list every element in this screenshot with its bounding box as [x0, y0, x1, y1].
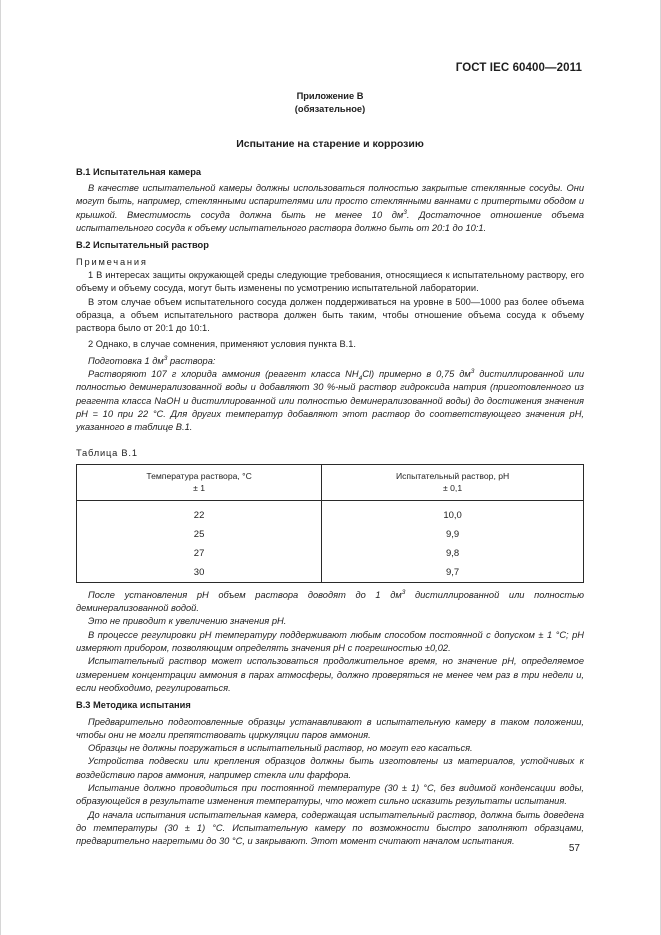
- table-cell-temp: 30: [77, 563, 322, 583]
- notes-label: Примечания: [76, 256, 148, 267]
- section-b3-heading: В.3 Методика испытания: [76, 700, 191, 711]
- after-table-p1: После установления pH объем раствора доводят до 1 $дм^3$ дистиллированной или полностью деминерализованной водой.: [76, 588, 585, 614]
- table-cell-ph: 9,7: [322, 563, 584, 583]
- table-cell-ph: 9,8: [322, 544, 584, 563]
- table-cell-temp: 25: [77, 525, 322, 544]
- table-row: [77, 563, 584, 583]
- annex-name: Приложение В: [296, 91, 364, 101]
- table-row: [77, 544, 584, 563]
- note-2: 2 Однако, в случае сомнения, применяют условия пункта В.1.: [88, 339, 356, 350]
- after-table-p2: Это не приводит к увеличению значения pH.: [88, 616, 287, 627]
- section-b3-p2: Образцы не должны погружаться в испытательный раствор, но могут его касаться.: [88, 743, 473, 754]
- standard-code: ГОСТ IEC 60400—2011: [455, 62, 582, 74]
- table-row: [77, 500, 584, 525]
- after-table-p4: Испытательный раствор может использоваться продолжительное время, но значение pH, определяемое измерением концентрации аммония в парах атмосферы, должно проверяться не менее чем раз в три недели и, если необходимо, регулироваться.: [76, 656, 584, 693]
- table-cell-temp: 22: [77, 500, 322, 525]
- section-b1-heading: В.1 Испытательная камера: [76, 166, 202, 177]
- table-label: Таблица В.1: [76, 447, 138, 458]
- section-b3-p1: Предварительно подготовленные образцы устанавливают в испытательную камеру в таком положении, чтобы они не могли препятствовать циркуляции паров аммония.: [76, 716, 584, 740]
- table-cell-ph: 9,9: [322, 525, 584, 544]
- preparation-text: Растворяют 107 г хлорида аммония (реагент класса $NH_4Cl$) примерно в 0,75 $дм^3$ дистиллированной или полностью деминерализованной воды и добавляют 30 %-ный раствор гидроксида натрия (приготовленного из реагента класса NaOH и дистиллированной или полностью деминерализованной воды) до достижения значения pH = 10 при 22 °С. Для других температур добавляют этот раствор до соответствующего значения pH, указанного в таблице В.1.: [76, 367, 585, 433]
- page-content: [76, 90, 584, 848]
- table-header-temperature: Температура раствора, °С ± 1: [77, 464, 322, 500]
- section-b1-text: В качестве испытательной камеры должны использоваться полностью закрытые стеклянные сосуды. Они могут быть, например, стеклянными испарителями или просто стеклянными ваннами с притертыми ободом и крышкой. Вместимость сосуда должна быть не менее 10 $дм^3$. Достаточное отношение объема испытательного сосуда к объему испытательного раствора должно быть от 20:1 до 10:1.: [76, 183, 584, 234]
- note-1: 1 В интересах защиты окружающей среды следующие требования, относящиеся к испытательному раствору, его объему и объему сосуда, могут быть изменены по усмотрению испытательной лаборатории.: [76, 269, 584, 294]
- table-header-row: [77, 464, 584, 500]
- section-b2-heading: В.2 Испытательный раствор: [76, 240, 209, 251]
- page-number: 57: [568, 843, 580, 854]
- table-header-ph: Испытательный раствор, pH ± 0,1: [322, 464, 584, 500]
- data-table: [76, 464, 584, 583]
- table-cell-ph: 10,0: [322, 500, 584, 525]
- section-b3-p5: До начала испытания испытательная камера, содержащая испытательный раствор, должна быть доведена до температуры (30 ± 1) °С. Испытательную камеру по возможности быстро заполняют образцами, предварительно нагретыми до 30 °С, и закрывают. Этот момент считают началом испытания.: [76, 809, 584, 847]
- annex-status: (обязательное): [294, 104, 366, 115]
- section-b3-p3: Устройства подвески или крепления образцов должны быть изготовлены из материалов, устойчивых к воздействию паров аммония, например стекла или фарфора.: [76, 756, 584, 780]
- after-table-p3: В процессе регулировки pH температуру поддерживают любым способом постоянной с допуском ± 1 °С; pH измеряют прибором, позволяющим определять значения pH с погрешностью ±0,02.: [76, 629, 584, 654]
- annex-title: Испытание на старение и коррозию: [236, 137, 424, 150]
- preparation-heading: Подготовка 1 $дм^3$ раствора:: [88, 354, 216, 366]
- table-cell-temp: 27: [77, 544, 322, 563]
- table-row: [77, 525, 584, 544]
- note-1-continued: В этом случае объем испытательного сосуда должен поддерживаться на уровне в 500—1000 раз более объема образца, а объем испытательного раствора должен быть таким, чтобы отношение объема сосуда к объему раствора было от 20:1 до 10:1.: [76, 296, 584, 334]
- section-b3-p4: Испытание должно проводиться при постоянной температуре (30 ± 1) °С, без видимой конденсации воды, образующейся в результате изменения температуры, что может сильно исказить результаты испытания.: [76, 782, 584, 807]
